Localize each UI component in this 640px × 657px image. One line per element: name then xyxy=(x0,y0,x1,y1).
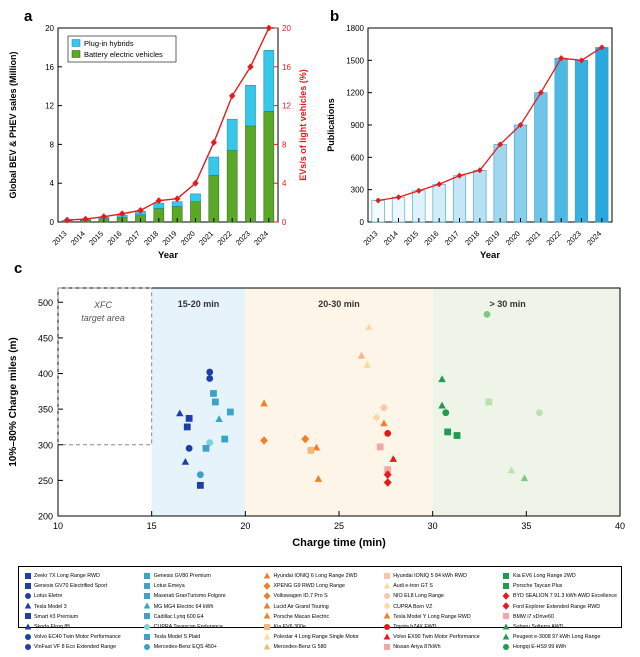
data-point xyxy=(264,572,271,578)
legend-marker-icon xyxy=(23,602,32,612)
legend-item-label: Tesla Model S Plaid xyxy=(154,632,201,642)
data-point xyxy=(264,613,271,619)
data-point xyxy=(264,592,271,600)
data-point xyxy=(536,409,543,416)
data-point xyxy=(384,430,391,437)
legend-marker-icon xyxy=(143,642,152,652)
y-tick-label: 350 xyxy=(38,405,53,415)
data-point xyxy=(25,613,31,619)
data-point xyxy=(227,409,234,416)
legend-item-label: Zeekr 7X Long Range RWD xyxy=(34,571,100,581)
legend-item xyxy=(382,571,496,581)
legend-item-label: Porsche Taycan Plus xyxy=(513,581,562,591)
legend-item-label: Audi e-tron GT S xyxy=(393,581,433,591)
panel-a-chart xyxy=(0,0,320,250)
data-point xyxy=(264,603,271,609)
data-point xyxy=(264,624,270,630)
legend-marker-icon xyxy=(382,622,391,632)
x-tick-label: 2022 xyxy=(544,229,562,247)
legend-marker-icon xyxy=(23,642,32,652)
legend-item-label: VinFast VF 8 Eco Extended Range xyxy=(34,642,116,652)
zone-label-xfc2: target area xyxy=(81,313,125,323)
data-point xyxy=(144,613,150,619)
data-point xyxy=(184,424,191,431)
panel-c-chart xyxy=(0,268,640,568)
y2-tick-label: 0 xyxy=(282,218,287,227)
y-tick-label: 300 xyxy=(38,440,53,450)
bar-publications xyxy=(494,144,507,222)
series-legend xyxy=(18,566,622,628)
legend-marker-icon xyxy=(262,632,271,642)
data-point xyxy=(503,613,509,619)
data-point xyxy=(144,634,150,640)
legend-item-label: Lotus Emeya xyxy=(154,581,185,591)
data-point xyxy=(210,390,217,397)
legend-marker-icon xyxy=(502,612,511,622)
y-tick-label: 300 xyxy=(351,186,365,195)
bar-phev xyxy=(209,157,219,175)
x-tick-label: 25 xyxy=(334,521,344,531)
legend-marker-icon xyxy=(262,581,271,591)
data-point xyxy=(197,471,204,478)
legend-column xyxy=(502,571,617,653)
legend-item-label: Tesla Model 3 xyxy=(34,602,67,612)
bar-bev xyxy=(209,175,219,222)
legend-marker-icon xyxy=(502,581,511,591)
data-point xyxy=(144,624,150,630)
data-point xyxy=(186,445,193,452)
legend-item xyxy=(502,642,617,652)
data-point xyxy=(384,644,390,650)
legend-marker-icon xyxy=(502,622,511,632)
legend-item xyxy=(262,602,376,612)
x-tick-label: 2024 xyxy=(252,229,270,247)
x-tick-label: 10 xyxy=(53,521,63,531)
legend-marker-icon xyxy=(262,571,271,581)
x-tick-label: 2016 xyxy=(422,229,440,247)
bar-bev xyxy=(245,126,255,222)
data-point xyxy=(221,436,228,443)
data-point xyxy=(485,399,492,406)
legend-marker-icon xyxy=(262,602,271,612)
data-point xyxy=(264,582,271,590)
data-point xyxy=(484,311,491,318)
y-axis-label: Publications xyxy=(326,98,336,152)
legend-item-label: Ford Explorer Extended Range RWD xyxy=(513,602,600,612)
legend-item-label: NIO EL8 Long Range xyxy=(393,591,444,601)
legend-item-label: Volvo EC40 Twin Motor Performance xyxy=(34,632,121,642)
legend-marker-icon xyxy=(143,612,152,622)
bar-phev xyxy=(227,119,237,150)
data-point xyxy=(25,634,31,640)
y-tick-label: 1200 xyxy=(346,89,364,98)
legend-item xyxy=(262,622,376,632)
x-tick-label: 2016 xyxy=(105,229,123,247)
xfc-target-area xyxy=(58,288,152,445)
panel-label-b: b xyxy=(330,8,339,25)
x-tick-label: 2021 xyxy=(197,229,215,247)
data-point xyxy=(264,633,271,639)
x-tick-label: 2013 xyxy=(361,229,379,247)
x-tick-label: 2020 xyxy=(504,229,522,247)
legend-item-label: Porsche Macan Electric xyxy=(273,612,329,622)
legend-item-label: Genesis GV70 Electrified Sport xyxy=(34,581,107,591)
data-point xyxy=(383,633,390,639)
bar-bev xyxy=(264,111,274,222)
legend-item-label: Tesla Model Y Long Range RWD xyxy=(393,612,470,622)
data-point xyxy=(25,644,31,650)
legend-item xyxy=(502,571,617,581)
y-tick-label: 900 xyxy=(351,121,365,130)
y-tick-label: 0 xyxy=(50,218,55,227)
bar-publications xyxy=(535,93,548,222)
legend-marker-icon xyxy=(262,612,271,622)
data-point xyxy=(308,447,315,454)
legend-label-bev: Battery electric vehicles xyxy=(84,50,163,59)
bar-publications xyxy=(474,170,487,222)
legend-item-label: Subaru Solterra AWD xyxy=(513,622,563,632)
legend-marker-icon xyxy=(382,571,391,581)
legend-item xyxy=(502,581,617,591)
legend-item xyxy=(143,622,257,632)
y2-axis-label: EVs/s of light vehicles (%) xyxy=(298,69,308,181)
data-point xyxy=(503,603,510,611)
y-tick-label: 4 xyxy=(50,179,55,188)
legend-item xyxy=(23,581,137,591)
legend-item-label: Lucid Air Grand Touring xyxy=(273,602,328,612)
bar-publications xyxy=(453,176,466,222)
legend-column xyxy=(143,571,257,653)
legend-item-label: Volvo EX90 Twin Motor Performance xyxy=(393,632,479,642)
legend-item xyxy=(143,602,257,612)
legend-item-label: BMW i7 xDrive60 xyxy=(513,612,554,622)
x-axis-label: Year xyxy=(480,250,500,261)
bar-phev xyxy=(264,50,274,111)
legend-column xyxy=(23,571,137,653)
data-point xyxy=(384,573,390,579)
legend-marker-icon xyxy=(382,591,391,601)
bar-publications xyxy=(413,191,426,222)
legend-marker-icon xyxy=(143,591,152,601)
x-tick-label: 40 xyxy=(615,521,625,531)
legend-marker-icon xyxy=(502,591,511,601)
legend-item-label: CUPRA Born VZ xyxy=(393,602,432,612)
legend-marker-icon xyxy=(23,612,32,622)
legend-item-label: Toyota bZ4X FWD xyxy=(393,622,436,632)
legend-item-label: Mercedes-Benz G 580 xyxy=(273,642,326,652)
legend-item xyxy=(262,581,376,591)
data-point xyxy=(503,583,509,589)
data-point xyxy=(503,573,509,579)
legend-marker-icon xyxy=(143,571,152,581)
y-tick-label: 400 xyxy=(38,369,53,379)
data-point xyxy=(503,623,510,629)
legend-marker-icon xyxy=(502,602,511,612)
zone-label-xfc: XFC xyxy=(93,300,113,310)
zone-label-20-30: 20-30 min xyxy=(318,299,360,309)
legend-marker-icon xyxy=(23,632,32,642)
x-tick-label: 20 xyxy=(240,521,250,531)
legend-item-label: Skoda Elroq 85 xyxy=(34,622,70,632)
legend-marker-icon xyxy=(143,632,152,642)
legend-item xyxy=(502,632,617,642)
panel-label-c: c xyxy=(14,260,22,277)
bar-phev xyxy=(245,85,255,126)
x-tick-label: 2017 xyxy=(443,229,461,247)
x-tick-label: 2015 xyxy=(402,229,420,247)
legend-item-label: Lotus Eletre xyxy=(34,591,62,601)
legend-item-label: Peugeot e-3008 97 kWh Long Range xyxy=(513,632,600,642)
legend-marker-icon xyxy=(143,581,152,591)
bar-phev xyxy=(190,194,200,202)
data-point xyxy=(383,603,390,611)
data-point xyxy=(144,573,150,579)
panel-b-chart xyxy=(320,0,640,250)
y-tick-label: 12 xyxy=(45,102,54,111)
y2-tick-label: 16 xyxy=(282,63,291,72)
legend-item xyxy=(143,581,257,591)
legend-marker-icon xyxy=(23,571,32,581)
x-tick-label: 2021 xyxy=(524,229,542,247)
data-point xyxy=(24,623,31,629)
x-tick-label: 2015 xyxy=(87,229,105,247)
y-tick-label: 1800 xyxy=(346,24,364,33)
legend-item-label: XPENG G9 RWD Long Range xyxy=(273,581,344,591)
legend-item-label: Maserati GranTurismo Folgore xyxy=(154,591,226,601)
legend-item xyxy=(143,591,257,601)
zone-band xyxy=(433,288,620,516)
legend-marker-icon xyxy=(23,581,32,591)
legend-item xyxy=(23,612,137,622)
legend-item xyxy=(143,642,257,652)
data-point xyxy=(264,644,271,650)
data-point xyxy=(503,633,510,639)
x-tick-label: 2023 xyxy=(565,229,583,247)
zone-band xyxy=(152,288,246,516)
zone-label-30plus: > 30 min xyxy=(489,299,525,309)
legend-item xyxy=(262,642,376,652)
zone-band xyxy=(245,288,432,516)
legend-item xyxy=(23,591,137,601)
legend-marker-icon xyxy=(143,602,152,612)
legend-item-label: Genesis GV80 Premium xyxy=(154,571,211,581)
data-point xyxy=(377,443,384,450)
legend-marker-icon xyxy=(502,642,511,652)
legend-item xyxy=(262,591,376,601)
legend-item xyxy=(23,602,137,612)
data-point xyxy=(383,582,390,588)
legend-marker-icon xyxy=(23,591,32,601)
y-tick-label: 500 xyxy=(38,298,53,308)
legend-item xyxy=(262,571,376,581)
x-axis-label: Year xyxy=(158,250,178,261)
legend-item xyxy=(23,632,137,642)
y-tick-label: 20 xyxy=(45,24,54,33)
legend-item xyxy=(382,581,496,591)
legend-item xyxy=(143,612,257,622)
x-tick-label: 15 xyxy=(147,521,157,531)
data-point xyxy=(384,624,390,630)
legend-item-label: Polestar 4 Long Range Single Motor xyxy=(273,632,358,642)
legend-marker-icon xyxy=(262,591,271,601)
bar-phev xyxy=(172,202,182,207)
legend-item xyxy=(262,612,376,622)
legend-marker-icon xyxy=(382,602,391,612)
legend-marker-icon xyxy=(382,632,391,642)
data-point xyxy=(503,644,509,650)
x-tick-label: 2018 xyxy=(463,229,481,247)
y2-tick-label: 20 xyxy=(282,24,291,33)
x-tick-label: 2014 xyxy=(382,229,400,247)
x-tick-label: 2022 xyxy=(215,229,233,247)
x-tick-label: 2020 xyxy=(179,229,197,247)
y2-tick-label: 4 xyxy=(282,179,287,188)
legend-item xyxy=(382,632,496,642)
legend-item-label: Mercedes-Benz EQS 450+ xyxy=(154,642,217,652)
bar-publications xyxy=(555,58,568,222)
data-point xyxy=(144,593,150,599)
data-point xyxy=(197,482,204,489)
y2-tick-label: 8 xyxy=(282,140,287,149)
legend-item xyxy=(502,591,617,601)
x-tick-label: 2024 xyxy=(585,229,603,247)
bar-publications xyxy=(514,125,527,222)
bar-publications xyxy=(433,184,446,222)
legend-item-label: Cadillac Lyriq 600 E4 xyxy=(154,612,204,622)
bar-bev xyxy=(227,150,237,222)
x-tick-label: 2023 xyxy=(234,229,252,247)
legend-item xyxy=(143,632,257,642)
legend-marker-icon xyxy=(262,642,271,652)
data-point xyxy=(206,375,213,382)
x-tick-label: 2019 xyxy=(483,229,501,247)
legend-item xyxy=(382,622,496,632)
y-tick-label: 200 xyxy=(38,512,53,522)
legend-item xyxy=(23,571,137,581)
legend-marker-icon xyxy=(143,622,152,632)
legend-item xyxy=(262,632,376,642)
x-tick-label: 35 xyxy=(521,521,531,531)
legend-item-label: Kia EV6 Long Range 2WD xyxy=(513,571,576,581)
legend-label-phev: Plug-in hybrids xyxy=(84,39,134,48)
data-point xyxy=(444,429,451,436)
legend-marker-icon xyxy=(502,571,511,581)
legend-item xyxy=(382,591,496,601)
x-tick-label: 2018 xyxy=(142,229,160,247)
legend-item-label: Hyundai IONIQ 5 84 kWh RWD xyxy=(393,571,467,581)
x-tick-label: 2013 xyxy=(50,229,68,247)
legend-item xyxy=(502,602,617,612)
legend-item-label: Smart #3 Premium xyxy=(34,612,78,622)
data-point xyxy=(383,613,390,619)
data-point xyxy=(25,593,31,599)
x-tick-label: 2017 xyxy=(124,229,142,247)
y-tick-label: 0 xyxy=(360,218,365,227)
legend-item xyxy=(23,622,137,632)
data-point xyxy=(144,583,150,589)
legend-item xyxy=(382,602,496,612)
legend-item-label: BYD SEALION 7 91.3 kWh AWD Excellence xyxy=(513,591,617,601)
y-tick-label: 8 xyxy=(50,140,55,149)
data-point xyxy=(25,573,31,579)
legend-column xyxy=(262,571,376,653)
data-point xyxy=(212,399,219,406)
bar-publications xyxy=(575,60,588,222)
legend-item xyxy=(382,642,496,652)
y-axis-label: Global BEV & PHEV sales (Million) xyxy=(8,51,18,198)
x-tick-label: 2014 xyxy=(69,229,87,247)
legend-item xyxy=(502,612,617,622)
panel-label-a: a xyxy=(24,8,32,25)
x-tick-label: 2019 xyxy=(160,229,178,247)
x-tick-label: 30 xyxy=(428,521,438,531)
legend-item-label: Volkswagen ID.7 Pro S xyxy=(273,591,327,601)
x-axis-label: Charge time (min) xyxy=(292,537,386,549)
legend-item-label: MG MG4 Electric 64 kWh xyxy=(154,602,214,612)
y2-tick-label: 12 xyxy=(282,102,291,111)
legend-item xyxy=(502,622,617,632)
legend-item-label: Hongqi E-HS9 99 kWh xyxy=(513,642,566,652)
legend-item xyxy=(143,571,257,581)
legend-item-label: Kia EV6 300e xyxy=(273,622,305,632)
legend-item-label: Hyundai IONIQ 6 Long Range 2WD xyxy=(273,571,357,581)
zone-label-15-20: 15-20 min xyxy=(178,299,220,309)
data-point xyxy=(144,603,151,609)
y-tick-label: 16 xyxy=(45,63,54,72)
y-tick-label: 1500 xyxy=(346,56,364,65)
bar-publications xyxy=(596,47,609,222)
legend-item-label: Nissan Ariya 87kWh xyxy=(393,642,440,652)
data-point xyxy=(24,603,31,609)
data-point xyxy=(203,445,210,452)
legend-marker-icon xyxy=(502,632,511,642)
y-tick-label: 450 xyxy=(38,333,53,343)
data-point xyxy=(25,583,31,589)
data-point xyxy=(381,404,388,411)
data-point xyxy=(206,369,213,376)
y-tick-label: 250 xyxy=(38,476,53,486)
legend-column xyxy=(382,571,496,653)
data-point xyxy=(144,644,150,650)
legend-marker-icon xyxy=(262,622,271,632)
data-point xyxy=(384,593,390,599)
data-point xyxy=(503,592,510,600)
data-point xyxy=(454,432,461,439)
legend-marker-icon xyxy=(382,612,391,622)
data-point xyxy=(442,409,449,416)
legend-marker-icon xyxy=(382,642,391,652)
y-axis-label: 10%–80% Charge miles (m) xyxy=(8,337,19,467)
legend-item xyxy=(382,612,496,622)
data-point xyxy=(186,415,193,422)
legend-marker-icon xyxy=(23,622,32,632)
legend-marker-icon xyxy=(382,581,391,591)
legend-item-label: CUPRA Tavascan Endurance xyxy=(154,622,223,632)
y-tick-label: 600 xyxy=(351,153,365,162)
legend-item xyxy=(23,642,137,652)
